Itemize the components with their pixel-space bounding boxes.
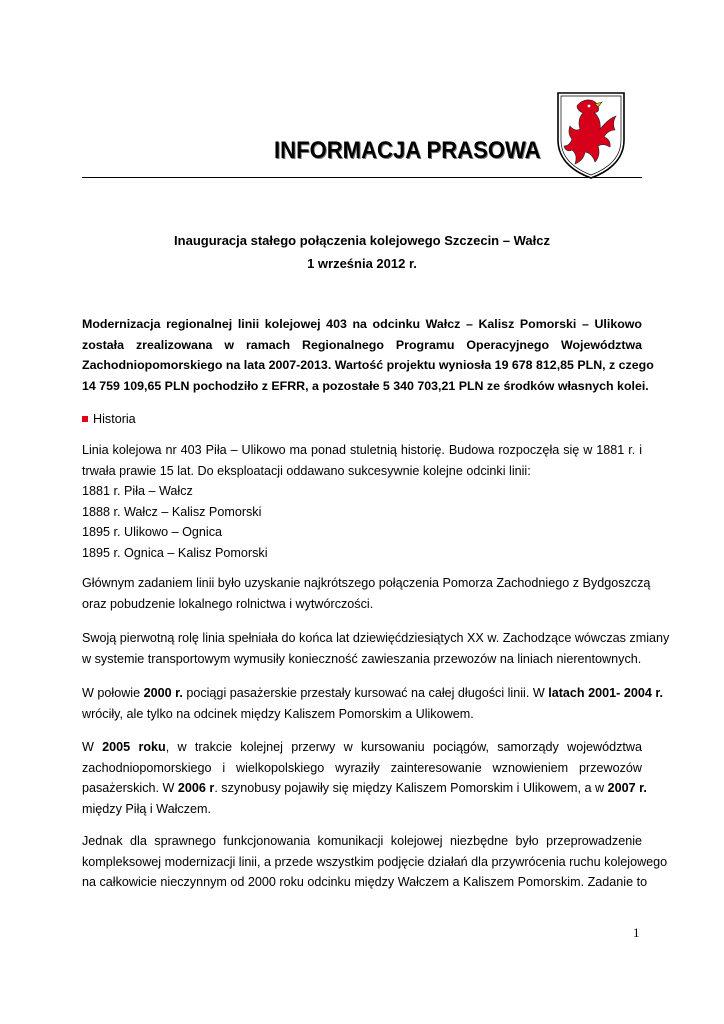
goal-paragraph xyxy=(82,573,651,614)
year-2005-paragraph xyxy=(82,737,647,819)
paragraph-line: kompleksowej modernizacji linii, a przede wszystkim podjęcie działań dla przywrócenia ruchu kolejowego xyxy=(82,854,668,869)
press-release-heading: Inauguracja stałego połączenia kolejowego Szczecin – Wałcz xyxy=(174,233,550,248)
paragraph-line: Swoją pierwotną rolę linia spełniała do końca lat dziewięćdziesiątych XX w. Zachodzące wówczas zmiany xyxy=(82,631,670,645)
history-line: Linia kolejowa nr 403 Piła – Ulikowo ma ponad stuletnią historię. Budowa rozpoczęła się w 1881 r. i xyxy=(82,443,642,457)
paragraph-line: W 2005 roku, w trakcie kolejnej przerwy w kursowaniu pociągów, samorządy województwa xyxy=(82,740,642,754)
section-title: Historia xyxy=(93,412,136,426)
paragraph-line: pasażerskich. W 2006 r. szynobusy pojawiły się między Kaliszem Pomorskim i Ulikowem, a w 2007 r. xyxy=(82,781,647,795)
history-paragraph xyxy=(82,440,642,563)
list-item: 1881 r. Piła – Wałcz xyxy=(82,484,193,498)
griffin-coat-of-arms-icon xyxy=(555,90,627,180)
square-bullet-icon xyxy=(82,416,88,422)
lead-line: Zachodniopomorskiego na lata 2007-2013. Wartość projektu wyniosła 19 678 812,85 PLN, z czego xyxy=(82,358,654,373)
paragraph-line: Głównym zadaniem linii było uzyskanie najkrótszego połączenia Pomorza Zachodniego z Bydgoszczą xyxy=(82,576,651,590)
paragraph-line: na całkowicie nieczynnym od 2000 roku odcinku między Wałczem a Kaliszem Pomorskim. Zadanie to xyxy=(82,875,648,889)
header-title: INFORMACJA PRASOWA xyxy=(274,137,541,164)
paragraph-line: W połowie 2000 r. pociągi pasażerskie przestały kursować na całej długości linii. W latach 2001- 2004 r. xyxy=(82,686,664,700)
lead-paragraph xyxy=(82,314,654,396)
role-paragraph xyxy=(82,628,670,669)
modernization-paragraph xyxy=(82,831,668,893)
paragraph-line: Jednak dla sprawnego funkcjonowania komunikacji kolejowej niezbędne było przeprowadzenie xyxy=(82,834,642,848)
paragraph-line: zachodniopomorskiego i wielkopolskiego wyraziły zainteresowanie wznowieniem przewozów xyxy=(82,760,642,775)
year-2000-paragraph xyxy=(82,683,664,724)
lead-line: 14 759 109,65 PLN pochodziło z EFRR, a pozostałe 5 340 703,21 PLN ze środków własnych kolei. xyxy=(82,378,649,393)
list-item: 1888 r. Wałcz – Kalisz Pomorski xyxy=(82,504,262,519)
paragraph-line: w systemie transportowym wymusiły konieczność zawieszania przewozów na liniach nierentownych. xyxy=(82,651,642,666)
history-line: trwała prawie 15 lat. Do eksploatacji oddawano sukcesywnie kolejne odcinki linii: xyxy=(82,463,531,478)
list-item: 1895 r. Ognica – Kalisz Pomorski xyxy=(82,545,268,560)
paragraph-line: wróciły, ale tylko na odcinek między Kaliszem Pomorskim a Ulikowem. xyxy=(82,706,474,721)
list-item: 1895 r. Ulikowo – Ognica xyxy=(82,525,223,539)
lead-line: Modernizacja regionalnej linii kolejowej 403 na odcinku Wałcz – Kalisz Pomorski – Ulikowo xyxy=(82,317,642,331)
press-release-date: 1 września 2012 r. xyxy=(307,256,417,271)
lead-line: została zrealizowana w ramach Regionalnego Programu Operacyjnego Województwa xyxy=(82,337,642,352)
page-number: 1 xyxy=(633,925,640,940)
section-heading-historia xyxy=(82,412,136,426)
header-divider xyxy=(82,177,642,178)
paragraph-line: oraz pobudzenie lokalnego rolnictwa i wytwórczości. xyxy=(82,596,374,611)
paragraph-line: między Piłą i Wałczem. xyxy=(82,801,211,816)
